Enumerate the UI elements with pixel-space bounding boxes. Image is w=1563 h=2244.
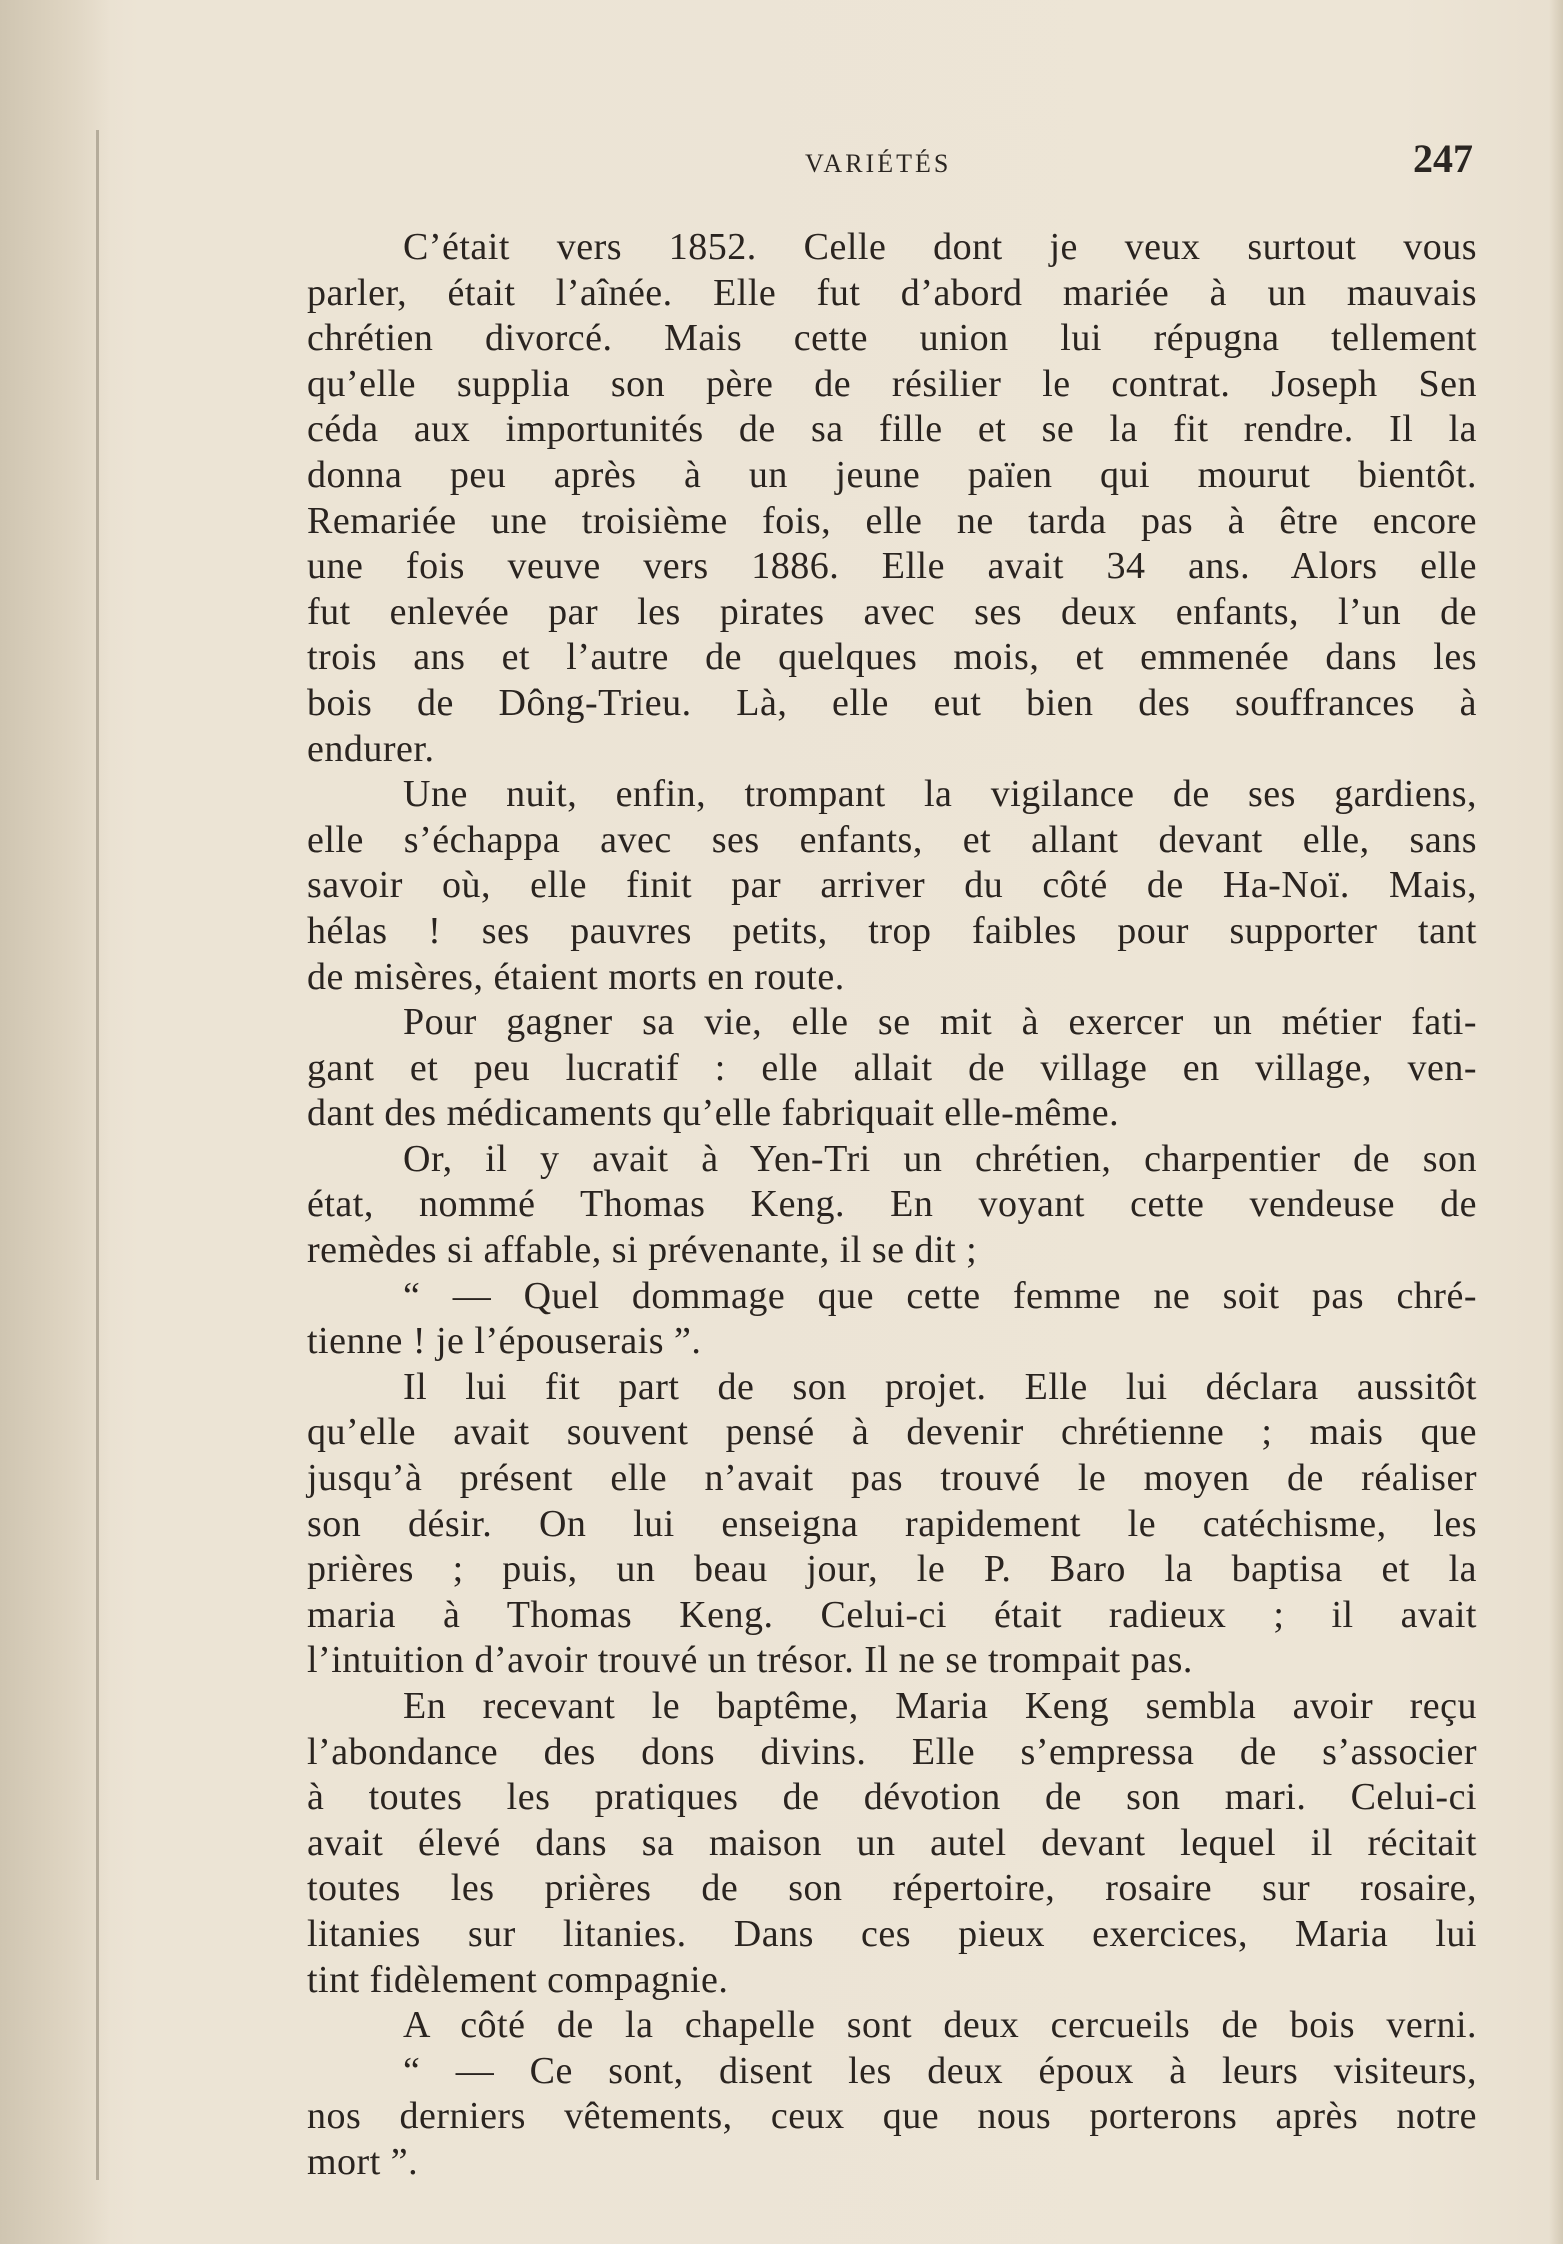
text-line: parler, était l’aînée. Elle fut d’abord mariée à un mauvais (307, 271, 1477, 314)
text-line: état, nommé Thomas Keng. En voyant cette vendeuse de (307, 1183, 1477, 1226)
text-line: Or, il y avait à Yen-Tri un chrétien, charpentier de son (403, 1137, 1477, 1180)
text-line: l’abondance des dons divins. Elle s’empressa de s’associer (307, 1730, 1477, 1773)
text-line: de misères, étaient morts en route. (307, 955, 845, 998)
text-line: Pour gagner sa vie, elle se mit à exercer un métier fati- (403, 1001, 1477, 1044)
text-line: elle s’échappa avec ses enfants, et allant devant elle, sans (307, 818, 1477, 861)
text-line: C’était vers 1852. Celle dont je veux surtout vous (403, 226, 1477, 268)
body-text (307, 225, 1477, 2186)
text-line: “ — Ce sont, disent les deux époux à leurs visiteurs, (403, 2049, 1477, 2092)
page-edge-shadow (1549, 0, 1563, 2244)
text-line: maria à Thomas Keng. Celui-ci était radieux ; il avait (307, 1593, 1477, 1636)
text-line: prières ; puis, un beau jour, le P. Baro la baptisa et la (307, 1548, 1477, 1591)
text-line: tint fidèlement compagnie. (307, 1958, 729, 2001)
text-line: gant et peu lucratif : elle allait de village en village, ven- (307, 1046, 1477, 1089)
text-line: céda aux importunités de sa fille et se la fit rendre. Il la (307, 408, 1477, 451)
text-line: une fois veuve vers 1886. Elle avait 34 ans. Alors elle (307, 545, 1477, 588)
text-line: l’intuition d’avoir trouvé un trésor. Il ne se trompait pas. (307, 1639, 1193, 1682)
text-line: “ — Quel dommage que cette femme ne soit pas chré- (403, 1274, 1477, 1317)
text-line: qu’elle avait souvent pensé à devenir chrétienne ; mais que (307, 1411, 1477, 1454)
text-line: avait élevé dans sa maison un autel devant lequel il récitait (307, 1821, 1477, 1864)
text-line: qu’elle supplia son père de résilier le contrat. Joseph Sen (307, 362, 1477, 405)
text-line: donna peu après à un jeune païen qui mourut bientôt. (307, 453, 1477, 496)
text-line: à toutes les pratiques de dévotion de son mari. Celui-ci (307, 1776, 1477, 1819)
text-line: savoir où, elle finit par arriver du côté de Ha-Noï. Mais, (307, 864, 1477, 907)
page-number: 247 (1413, 136, 1473, 181)
text-line: hélas ! ses pauvres petits, trop faibles pour supporter tant (307, 909, 1477, 952)
text-line: dant des médicaments qu’elle fabriquait elle-même. (307, 1092, 1120, 1135)
text-line: A côté de la chapelle sont deux cercueils de bois verni. (403, 2004, 1477, 2047)
text-line: En recevant le baptême, Maria Keng sembla avoir reçu (403, 1685, 1477, 1727)
text-line: Remariée une troisième fois, elle ne tarda pas à être encore (307, 499, 1477, 542)
text-line: toutes les prières de son répertoire, rosaire sur rosaire, (307, 1867, 1477, 1910)
text-line: trois ans et l’autre de quelques mois, et emmenée dans les (307, 636, 1477, 679)
text-line: mort ”. (307, 2140, 419, 2183)
text-line: chrétien divorcé. Mais cette union lui répugna tellement (307, 317, 1477, 360)
text-line: Une nuit, enfin, trompant la vigilance de ses gardiens, (403, 773, 1477, 816)
text-line: endurer. (307, 727, 435, 770)
text-line: remèdes si affable, si prévenante, il se dit ; (307, 1229, 978, 1272)
text-line: son désir. On lui enseigna rapidement le catéchisme, les (307, 1502, 1477, 1545)
page-header (305, 133, 1473, 183)
binding-edge (96, 130, 99, 2180)
text-line: bois de Dông-Trieu. Là, elle eut bien des souffrances à (307, 681, 1477, 724)
running-title: VARIÉTÉS (805, 149, 952, 178)
text-line: nos derniers vêtements, ceux que nous porterons après notre (307, 2095, 1477, 2138)
text-line: jusqu’à présent elle n’avait pas trouvé le moyen de réaliser (307, 1457, 1477, 1500)
text-line: litanies sur litanies. Dans ces pieux exercices, Maria lui (307, 1912, 1477, 1955)
text-line: tienne ! je l’épouserais ”. (307, 1320, 702, 1363)
text-line: fut enlevée par les pirates avec ses deux enfants, l’un de (307, 590, 1477, 633)
text-line: Il lui fit part de son projet. Elle lui déclara aussitôt (403, 1365, 1477, 1408)
page-gutter-shadow (0, 0, 110, 2244)
